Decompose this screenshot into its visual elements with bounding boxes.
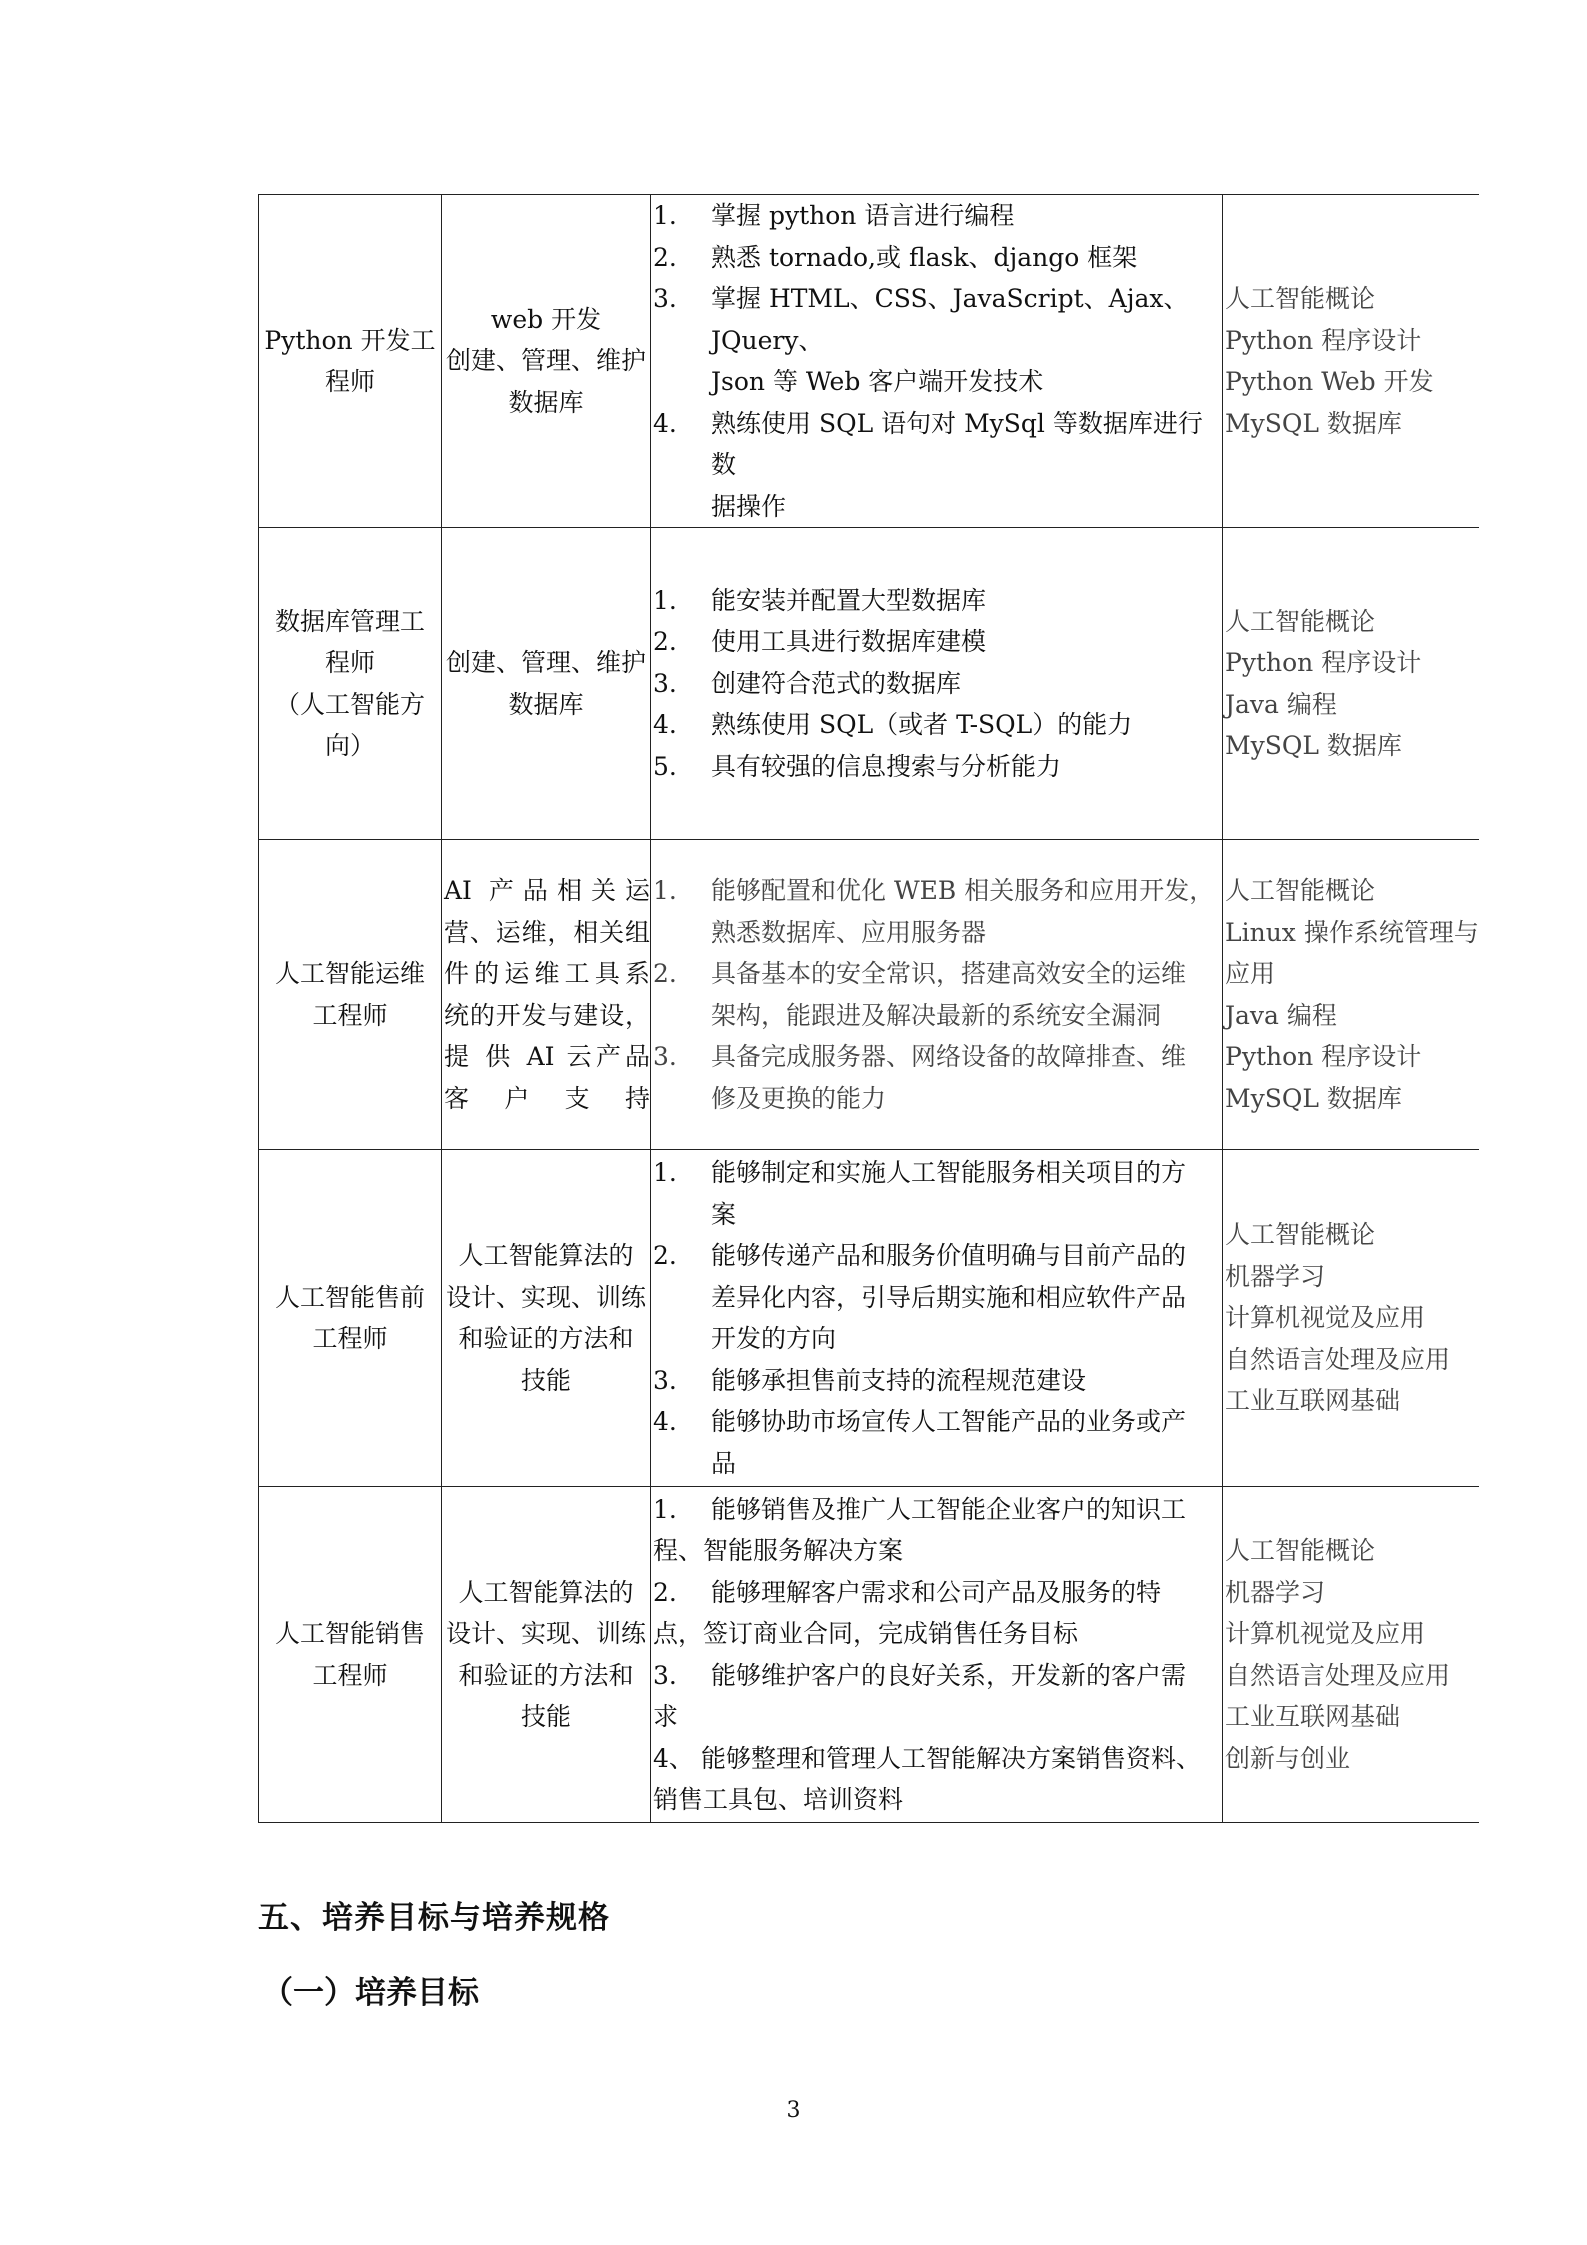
requirement-number: 1.	[653, 1494, 677, 1524]
requirement-line: 点，签订商业合同，完成销售任务目标	[653, 1619, 1079, 1648]
requirements-cell	[651, 195, 1223, 528]
requirement-item	[653, 1152, 1222, 1235]
requirement-item	[653, 704, 1222, 746]
requirement-text	[711, 580, 1222, 622]
table-row	[259, 1150, 1479, 1487]
position-cell-line: Python 开发工	[264, 325, 436, 355]
duties-cell-line: 提 供 AI 云产品	[444, 1042, 650, 1071]
requirements-cell	[651, 1487, 1223, 1823]
requirement-number: 1.	[653, 585, 677, 615]
duties-cell	[442, 1150, 651, 1487]
requirement-number: 3.	[653, 1660, 677, 1690]
courses-cell-line: Java 编程	[1225, 689, 1337, 719]
requirement-line: 开发的方向	[711, 1324, 837, 1353]
courses-cell-line: 机器学习	[1225, 1261, 1326, 1291]
requirements-cell	[651, 528, 1223, 840]
requirement-item	[653, 621, 1222, 663]
requirements-list	[651, 195, 1222, 527]
requirement-line: 案	[711, 1199, 737, 1229]
requirement-line: 据操作	[711, 491, 787, 521]
requirement-line: 能够销售及推广人工智能企业客户的知识工	[711, 1494, 1187, 1524]
requirement-item	[653, 1036, 1222, 1119]
position-cell	[259, 840, 442, 1150]
requirement-item	[653, 870, 1222, 953]
requirement-line: 架构，能跟进及解决最新的系统安全漏洞	[711, 1000, 1162, 1030]
duties-cell-line: 数据库	[508, 689, 584, 719]
duties-cell-line: 人工智能算法的	[458, 1577, 634, 1607]
requirement-number: 4、	[653, 1743, 694, 1773]
requirement-number: 4.	[653, 1407, 677, 1436]
duties-cell-line: 设计、实现、训练	[445, 1282, 646, 1312]
courses-cell-line: 人工智能概论	[1225, 1536, 1376, 1565]
duties-cell-line: 人工智能算法的	[458, 1241, 634, 1270]
requirement-line: 熟练使用 SQL 语句对 MySql 等数据库进行数	[711, 408, 1203, 479]
courses-cell-line: MySQL 数据库	[1225, 731, 1402, 760]
requirement-item	[653, 746, 1222, 788]
table-row	[259, 195, 1479, 528]
requirement-line: 创建符合范式的数据库	[711, 668, 962, 698]
requirement-number: 2.	[653, 1241, 677, 1270]
position-cell-line: 程师	[324, 648, 375, 677]
table-row	[259, 528, 1479, 840]
position-cell-line: 工程师	[312, 1000, 388, 1030]
requirement-text	[711, 1235, 1222, 1360]
requirement-line: 能够配置和优化 WEB 相关服务和应用开发，	[711, 876, 1215, 905]
position-cell-line: 工程师	[312, 1660, 388, 1690]
courses-cell	[1223, 528, 1479, 840]
requirement-item	[653, 237, 1222, 279]
requirement-line: 熟悉数据库、应用服务器	[711, 917, 987, 947]
requirement-item	[653, 953, 1222, 1036]
requirement-item	[653, 1489, 1222, 1572]
duties-cell-line: 客户支持	[444, 1083, 650, 1113]
courses-cell	[1223, 1487, 1479, 1823]
requirement-line: 熟悉 tornado,或 flask、django 框架	[711, 242, 1138, 272]
position-cell-line: （人工智能方	[274, 689, 425, 719]
requirement-text	[711, 621, 1222, 663]
requirement-item	[653, 1655, 1222, 1738]
requirement-item	[653, 278, 1222, 403]
requirement-item	[653, 1572, 1222, 1655]
requirement-text	[653, 1495, 1222, 1572]
requirement-line: 掌握 HTML、CSS、JavaScript、Ajax、JQuery、	[711, 284, 1189, 355]
courses-cell-line: 机器学习	[1225, 1577, 1326, 1607]
requirement-number: 5.	[653, 751, 677, 781]
courses-cell-line: 人工智能概论	[1225, 284, 1376, 313]
duties-cell	[442, 1487, 651, 1823]
requirement-number: 2.	[653, 1577, 677, 1607]
courses-cell-line: Python 程序设计	[1225, 325, 1422, 355]
duties-cell-line: 和验证的方法和	[458, 1324, 634, 1353]
requirement-line: 品	[711, 1448, 737, 1478]
duties-cell-line: web 开发	[490, 304, 602, 334]
duties-cell-line: 数据库	[508, 387, 584, 417]
duties-cell-line: 件的运维工具系	[444, 959, 650, 988]
requirement-line: 修及更换的能力	[711, 1083, 887, 1113]
requirement-text	[711, 1401, 1222, 1484]
duties-cell	[442, 840, 651, 1150]
requirement-item	[653, 663, 1222, 705]
courses-cell-line: 计算机视觉及应用	[1225, 1303, 1426, 1333]
requirement-text	[711, 746, 1222, 788]
duties-cell	[442, 195, 651, 528]
courses-cell-line: 人工智能概论	[1225, 1220, 1376, 1250]
requirements-cell	[651, 840, 1223, 1150]
requirement-text	[711, 953, 1222, 1036]
requirement-line: 能够制定和实施人工智能服务相关项目的方	[711, 1158, 1187, 1187]
table-row	[259, 840, 1479, 1150]
requirement-item	[653, 580, 1222, 622]
position-cell-line: 人工智能运维	[274, 959, 425, 988]
requirement-text	[711, 870, 1222, 953]
duties-cell-line: 营、运维，相关组	[444, 917, 650, 947]
requirement-number: 1.	[653, 201, 677, 230]
courses-cell-line: Python Web 开发	[1225, 367, 1434, 396]
position-cell	[259, 195, 442, 528]
requirement-line: 能安装并配置大型数据库	[711, 585, 987, 615]
requirement-line: 能够承担售前支持的流程规范建设	[711, 1365, 1087, 1395]
courses-cell-line: 计算机视觉及应用	[1225, 1619, 1426, 1648]
requirement-line: 求	[653, 1702, 679, 1731]
courses-cell-line: 自然语言处理及应用	[1225, 1344, 1451, 1374]
requirement-item	[653, 1738, 1222, 1821]
requirement-line: 使用工具进行数据库建模	[711, 627, 987, 657]
courses-cell-line: 人工智能概论	[1225, 876, 1376, 905]
requirement-number: 1.	[653, 876, 677, 905]
courses-cell-line: Python 程序设计	[1225, 1042, 1422, 1071]
requirement-number: 3.	[653, 284, 677, 313]
requirement-line: 具有较强的信息搜索与分析能力	[711, 751, 1062, 781]
courses-cell-line: Linux 操作系统管理与	[1225, 917, 1479, 947]
requirement-text	[711, 403, 1222, 528]
position-cell	[259, 1150, 442, 1487]
requirement-number: 1.	[653, 1158, 677, 1187]
courses-cell-line: Java 编程	[1225, 1000, 1337, 1030]
requirement-line: 能够维护客户的良好关系，开发新的客户需	[711, 1660, 1187, 1690]
requirement-number: 3.	[653, 1042, 677, 1071]
requirement-number: 3.	[653, 668, 677, 698]
requirement-text	[711, 278, 1222, 403]
job-requirements-table	[258, 194, 1479, 1823]
courses-cell-line: MySQL 数据库	[1225, 408, 1402, 438]
duties-cell	[442, 528, 651, 840]
requirement-line: 熟练使用 SQL（或者 T-SQL）的能力	[711, 710, 1133, 740]
courses-cell-line: 自然语言处理及应用	[1225, 1660, 1451, 1690]
requirements-list	[651, 580, 1222, 788]
requirement-text	[711, 237, 1222, 279]
courses-cell-line: MySQL 数据库	[1225, 1083, 1402, 1113]
courses-cell-line: 人工智能概论	[1225, 606, 1376, 636]
duties-cell-line: AI 产品相关运	[444, 876, 650, 905]
requirement-number: 4.	[653, 408, 677, 438]
subsection-title: （一）培养目标	[262, 1975, 479, 2011]
position-cell	[259, 528, 442, 840]
requirement-line: 能够传递产品和服务价值明确与目前产品的	[711, 1241, 1187, 1270]
requirement-text	[711, 663, 1222, 705]
requirement-line: 能够整理和管理人工智能解决方案销售资料、	[701, 1743, 1202, 1773]
page-number: 3	[786, 2098, 801, 2123]
position-cell-line: 工程师	[312, 1324, 388, 1353]
position-cell-line: 程师	[324, 367, 375, 396]
courses-cell-line: Python 程序设计	[1225, 648, 1422, 677]
requirement-item	[653, 1401, 1222, 1484]
requirement-text	[653, 1744, 1222, 1821]
position-cell-line: 人工智能销售	[274, 1619, 425, 1648]
courses-cell-line: 工业互联网基础	[1225, 1386, 1401, 1416]
requirement-text	[711, 704, 1222, 746]
requirement-line: 能够协助市场宣传人工智能产品的业务或产	[711, 1407, 1187, 1436]
requirement-item	[653, 403, 1222, 528]
courses-cell-line: 创新与创业	[1225, 1743, 1351, 1773]
position-cell-line: 向）	[324, 731, 375, 760]
requirement-line: 程、智能服务解决方案	[653, 1536, 904, 1565]
courses-cell	[1223, 840, 1479, 1150]
requirement-text	[711, 1360, 1222, 1402]
courses-cell-line: 工业互联网基础	[1225, 1702, 1401, 1731]
courses-cell	[1223, 1150, 1479, 1487]
requirement-line: 能够理解客户需求和公司产品及服务的特	[711, 1577, 1162, 1607]
duties-cell-line: 技能	[520, 1365, 571, 1395]
requirement-number: 3.	[653, 1365, 677, 1395]
requirement-text	[653, 1661, 1222, 1738]
requirements-list	[651, 1152, 1222, 1484]
table-body	[259, 195, 1479, 1823]
requirement-item	[653, 195, 1222, 237]
duties-cell-line: 设计、实现、训练	[445, 1619, 646, 1648]
duties-cell-line: 技能	[520, 1702, 571, 1731]
requirement-line: 具备基本的安全常识，搭建高效安全的运维	[711, 959, 1187, 988]
requirements-cell	[651, 1150, 1223, 1487]
requirement-text	[711, 195, 1222, 237]
requirement-text	[711, 1152, 1222, 1235]
duties-cell-line: 创建、管理、维护	[445, 648, 646, 677]
requirement-item	[653, 1235, 1222, 1360]
courses-cell-line: 应用	[1225, 959, 1276, 988]
courses-cell	[1223, 195, 1479, 528]
requirement-line: Json 等 Web 客户端开发技术	[711, 367, 1044, 396]
requirement-number: 4.	[653, 710, 677, 740]
requirement-number: 2.	[653, 242, 677, 272]
position-cell-line: 人工智能售前	[274, 1282, 425, 1312]
requirement-number: 2.	[653, 627, 677, 657]
requirement-text	[653, 1578, 1222, 1655]
duties-cell-line: 创建、管理、维护	[445, 346, 646, 376]
duties-cell-line: 和验证的方法和	[458, 1660, 634, 1690]
requirements-list	[651, 1489, 1222, 1821]
requirement-text	[711, 1036, 1222, 1119]
requirement-item	[653, 1360, 1222, 1402]
requirement-line: 销售工具包、培训资料	[653, 1785, 904, 1814]
position-cell-line: 数据库管理工	[274, 606, 425, 636]
table-row	[259, 1487, 1479, 1823]
requirement-line: 具备完成服务器、网络设备的故障排查、维	[711, 1042, 1187, 1071]
section-title: 五、培养目标与培养规格	[258, 1900, 610, 1936]
position-cell	[259, 1487, 442, 1823]
requirement-line: 掌握 python 语言进行编程	[711, 201, 1015, 230]
requirement-number: 2.	[653, 959, 677, 988]
requirements-list	[651, 870, 1222, 1119]
duties-cell-line: 统的开发与建设，	[444, 1000, 650, 1030]
requirement-line: 差异化内容，引导后期实施和相应软件产品	[711, 1282, 1187, 1312]
